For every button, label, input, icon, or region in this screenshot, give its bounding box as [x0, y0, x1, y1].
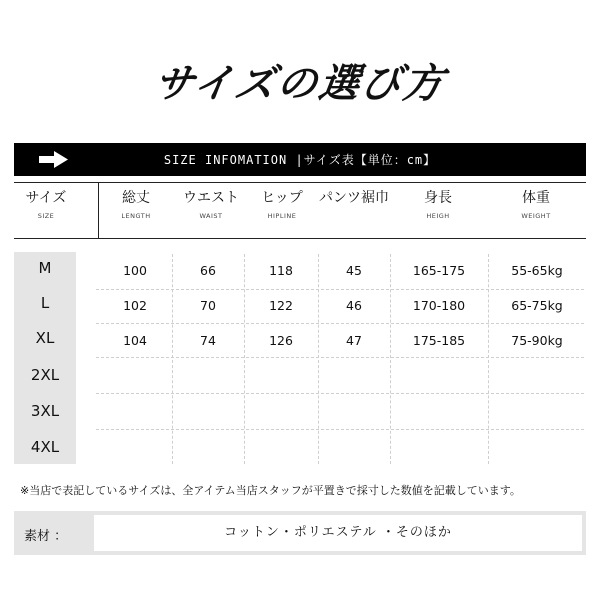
cell-waist: 74 [200, 333, 216, 348]
size-info-banner [14, 143, 586, 176]
header-height: 身長 HEIGH [424, 190, 452, 220]
cell-hip: 118 [269, 263, 293, 278]
measurement-note: ※当店で表記しているサイズは、全アイテム当店スタッフが平置きで採寸した数値を記載しています。 [20, 484, 521, 497]
cell-waist: 70 [200, 298, 216, 313]
column-divider [488, 254, 489, 464]
cell-length: 104 [123, 333, 147, 348]
material-label: 素材 ： [24, 529, 68, 544]
cell-hem: 46 [346, 298, 362, 313]
cell-hip: 126 [269, 333, 293, 348]
row-divider [96, 357, 584, 358]
column-divider [172, 254, 173, 464]
row-divider [96, 323, 584, 324]
cell-waist: 66 [200, 263, 216, 278]
size-label: 3XL [30, 402, 60, 420]
header-divider [98, 183, 99, 238]
material-row [14, 511, 586, 555]
cell-length: 100 [123, 263, 147, 278]
header-length: 総丈 LENGTH [121, 190, 151, 220]
header-weight: 体重 WEIGHT [521, 190, 551, 220]
header-size: サイズ SIZE [25, 190, 67, 220]
size-label: XL [35, 329, 55, 347]
size-label: L [40, 294, 50, 312]
cell-hem: 47 [346, 333, 362, 348]
material-value: コットン・ポリエステル ・そのほか [94, 515, 582, 551]
row-divider [96, 393, 584, 394]
size-label: 2XL [30, 366, 60, 384]
cell-height: 175-185 [412, 333, 466, 348]
row-divider [96, 429, 584, 430]
row-divider [96, 289, 584, 290]
column-divider [390, 254, 391, 464]
banner-text: SIZE INFOMATION |サイズ表【単位：cm】 [163, 153, 437, 167]
cell-length: 102 [123, 298, 147, 313]
cell-height: 170-180 [412, 298, 466, 313]
cell-hip: 122 [269, 298, 293, 313]
column-divider [318, 254, 319, 464]
size-label: M [38, 259, 52, 277]
size-column-background [14, 252, 76, 464]
cell-weight: 75-90kg [511, 333, 563, 348]
cell-hem: 45 [346, 263, 362, 278]
cell-height: 165-175 [412, 263, 466, 278]
size-label: 4XL [30, 438, 60, 456]
cell-weight: 65-75kg [511, 298, 563, 313]
cell-weight: 55-65kg [511, 263, 563, 278]
header-waist: ウエスト WAIST [183, 190, 239, 220]
column-divider [244, 254, 245, 464]
page-title: サイズの選び方 [150, 61, 449, 107]
header-hip: ヒップ HIPLINE [261, 190, 303, 220]
table-header-row [14, 182, 586, 239]
header-hem-width: パンツ裾巾 [319, 190, 389, 206]
